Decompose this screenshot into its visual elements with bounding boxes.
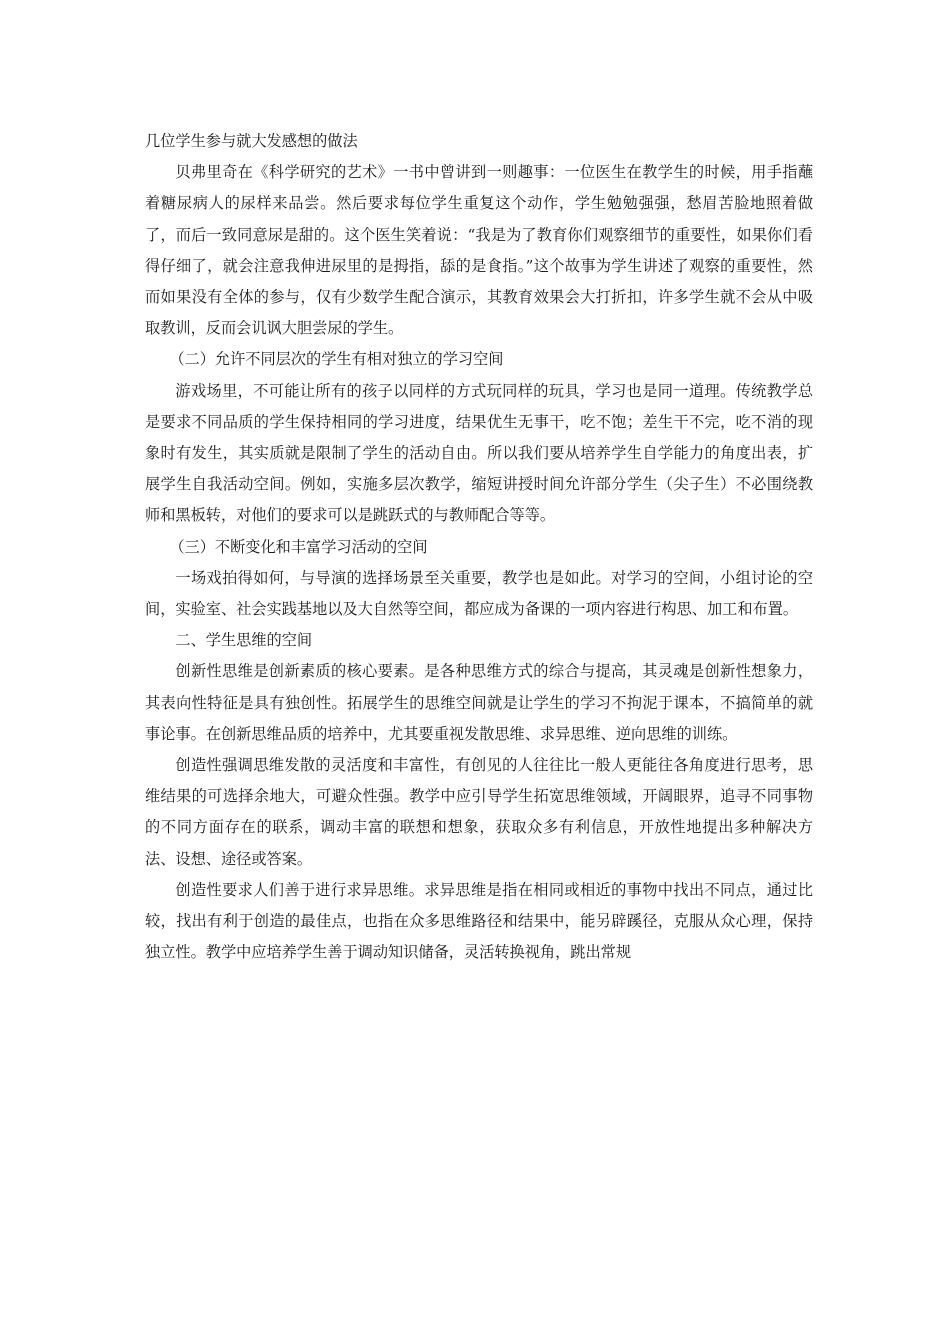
paragraph-scene: 一场戏拍得如何，与导演的选择场景至关重要，教学也是如此。对学习的空间，小组讨论的空间，实验室、社会实践基地以及大自然等空间，都应成为备课的一项内容进行构思、加工和布置。: [145, 568, 813, 619]
paragraph-intro-fragment: 几位学生参与就大发感想的做法: [145, 132, 358, 150]
paragraph-different-thinking: 创造性要求人们善于进行求异思维。求异思维是指在相同或相近的事物中找出不同点，通过比较，找出有利于创造的最佳点，也指在众多思维路径和结果中，能另辟蹊径，克服从众心理，保持独立性。教学中应培养学生善于调动知识储备，灵活转换视角，跳出常规: [145, 880, 813, 962]
section-heading-3: （三）不断变化和丰富学习活动的空间: [169, 537, 428, 556]
chapter-heading-thinking-space: 二、学生思维的空间: [175, 631, 313, 650]
paragraph-creative-thinking: 创新性思维是创新素质的核心要素。是各种思维方式的综合与提高，其灵魂是创新性想象力，其表向性特征是具有独创性。拓展学生的思维空间就是让学生的学习不拘泥于课本，不搞简单的就事论事。在创新思维品质的培养中，尤其要重视发散思维、求异思维、逆向思维的训练。: [145, 662, 813, 743]
paragraph-beveridge-story: 贝弗里奇在《科学研究的艺术》一书中曾讲到一则趣事：一位医生在教学生的时候，用手指蘸着糖尿病人的尿样来品尝。然后要求每位学生重复这个动作，学生勉勉强强，愁眉苦脸地照着做了，而后一致同意尿是甜的。这个医生笑着说：“我是为了教育你们观察细节的重要性，如果你们看得仔细了，就会注意我伸进尿里的是拇指，舔的是食指。”这个故事为学生讲述了观察的重要性，然而如果没有全体的参与，仅有少数学生配合演示，其教育效果会大打折扣，许多学生就不会从中吸取教训，反而会讥讽大胆尝尿的学生。: [145, 163, 813, 338]
paragraph-divergent-thinking: 创造性强调思维发散的灵活度和丰富性，有创见的人往往比一般人更能往各角度进行思考，思维结果的可选择余地大，可避众性强。教学中应引导学生拓宽思维领域，开阔眼界，追寻不同事物的不同方面存在的联系，调动丰富的联想和想象，获取众多有利信息，开放性地提出多种解决方法、设想、途径或答案。: [145, 756, 813, 868]
paragraph-playground: 游戏场里，不可能让所有的孩子以同样的方式玩同样的玩具，学习也是同一道理。传统教学总是要求不同品质的学生保持相同的学习进度，结果优生无事干，吃不饱；差生干不完，吃不消的现象时有发生，其实质就是限制了学生的活动自由。所以我们要从培养学生自学能力的角度出表，扩展学生自我活动空间。例如，实施多层次教学，缩短讲授时间允许部分学生（尖子生）不必围绕教师和黑板转，对他们的要求可以是跳跃式的与教师配合等等。: [145, 381, 813, 525]
section-heading-2: （二）允许不同层次的学生有相对独立的学习空间: [169, 350, 504, 369]
document-body: [145, 126, 813, 968]
